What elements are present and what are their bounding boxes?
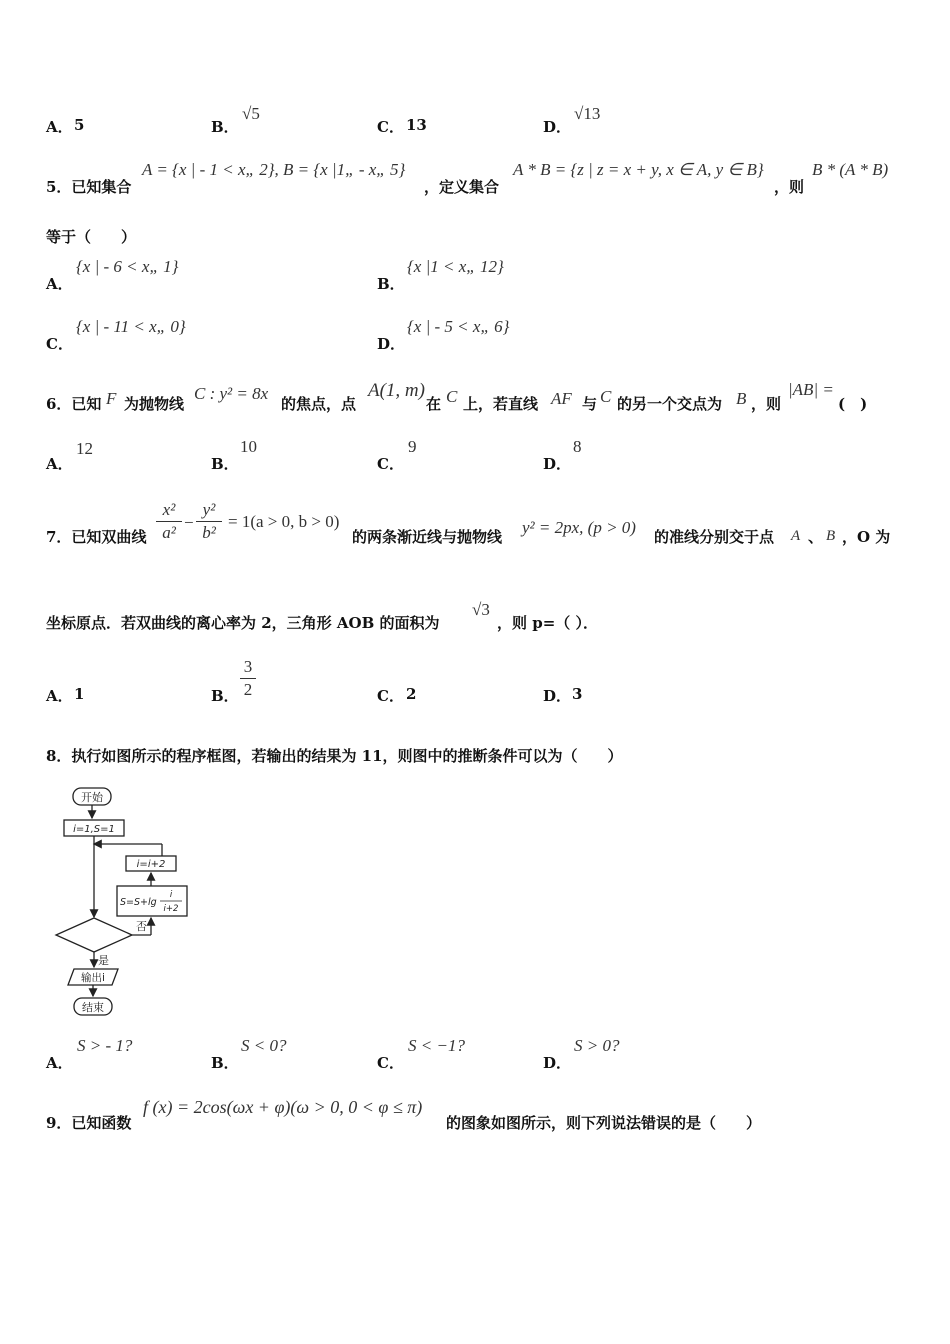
q4-option-c-value: 13 [406, 116, 427, 134]
q8-option-c-label: C． [377, 1054, 404, 1072]
q7-option-c-value: 2 [406, 685, 417, 703]
q5-option-b-label: B． [377, 275, 405, 293]
q7-fraction-y-den: b² [202, 523, 216, 542]
q7-separator: 、 [808, 528, 824, 546]
q6-stem-t2: 的焦点，点 [281, 395, 357, 413]
q6-stem-t3: 在 [426, 395, 442, 413]
q4-option-c-label: C． [377, 118, 404, 136]
q7-option-c-label: C． [377, 687, 404, 705]
q6-point-f: F [106, 389, 117, 408]
q6-option-b-value: 10 [240, 437, 257, 456]
q7-option-b-label: B． [211, 687, 239, 705]
q6-option-d-label: D． [543, 455, 572, 473]
q5-stem-then: ，则 [774, 178, 805, 196]
q7-option-d-value: 3 [572, 685, 583, 703]
q7-point-b: B [826, 528, 836, 544]
flow-output-text: 输出i [81, 972, 105, 984]
q6-curve-c: C [446, 387, 458, 406]
q5-stem-mid: ，定义集合 [424, 178, 500, 196]
flow-update-frac-den: i+2 [163, 904, 179, 914]
q6-option-c-value: 9 [408, 437, 417, 456]
q4-option-b-value: √5 [242, 104, 260, 123]
q7-sqrt3: √3 [472, 600, 490, 619]
q6-option-a-value: 12 [76, 439, 93, 458]
q7-stem-start: 7．已知双曲线 [46, 528, 147, 546]
q7-minus: − [184, 513, 194, 532]
q6-stem-t6: 的另一个交点为 [617, 395, 723, 413]
q7-fraction-y [196, 500, 222, 543]
q6-curve-c-2: C [600, 387, 612, 406]
q7-parabola: y² = 2px, (p > 0) [522, 518, 636, 537]
q7-stem-t2: 的准线分别交于点 [654, 528, 775, 546]
q7-option-a-label: A． [46, 687, 73, 705]
flow-update-frac-num: i [169, 890, 173, 900]
q6-option-b-label: B． [211, 455, 239, 473]
q6-stem-t5: 与 [582, 395, 598, 413]
q6-stem-t1: 为抛物线 [124, 395, 185, 413]
q9-function: f (x) = 2cos(ωx + φ)(ω > 0, 0 < φ ≤ π) [143, 1097, 423, 1117]
flow-start-text: 开始 [81, 791, 103, 804]
q9-stem-rest: 的图象如图所示，则下列说法错误的是（ ） [446, 1114, 762, 1132]
q7-stem-t3: ，O 为 [842, 528, 891, 546]
q5-option-d-value: {x | - 5 < x„ 6} [407, 317, 510, 336]
q6-option-c-label: C． [377, 455, 404, 473]
flow-decision-diamond [56, 918, 132, 952]
q5-option-a-label: A． [46, 275, 73, 293]
q7-fraction-x-num: x² [162, 500, 176, 519]
q7-option-b-fraction [240, 657, 256, 700]
q5-stem-start: 5．已知集合 [46, 178, 132, 196]
q7-fraction-y-num: y² [202, 500, 216, 519]
q6-option-d-value: 8 [573, 437, 582, 456]
q7-option-b-den: 2 [243, 680, 253, 699]
q7-fraction-x [156, 500, 182, 543]
q5-expression: B * (A * B) [812, 160, 889, 179]
q8-option-d-label: D． [543, 1054, 572, 1072]
q4-option-a-value: 5 [74, 116, 85, 134]
q8-option-b-value: S < 0? [241, 1036, 287, 1055]
q6-option-a-label: A． [46, 455, 73, 473]
q8-option-d-value: S > 0? [574, 1036, 620, 1055]
q7-option-a-value: 1 [74, 685, 85, 703]
flow-end-text: 结束 [82, 1001, 104, 1014]
q6-stem-t7: ，则 [751, 395, 782, 413]
flow-init-text: i=1,S=1 [73, 824, 115, 835]
q6-stem-start: 6．已知 [46, 395, 102, 413]
q9-stem-start: 9．已知函数 [46, 1114, 132, 1132]
q4-option-a-label: A． [46, 118, 73, 136]
flow-update-text: S=S+lg [120, 897, 157, 908]
q8-option-c-value: S < −1? [408, 1036, 465, 1055]
q5-option-a-value: {x | - 6 < x„ 1} [76, 257, 179, 276]
q6-stem-t4: 上，若直线 [463, 395, 539, 413]
q8-stem: 8．执行如图所示的程序框图，若输出的结果为 11，则图中的推断条件可以为（ ） [46, 747, 623, 765]
q6-point-b: B [736, 389, 747, 408]
flow-increment-text: i=i+2 [136, 859, 166, 870]
flow-no-label: 否 [136, 920, 147, 933]
q6-abs-ab: |AB| = [788, 380, 834, 399]
flow-yes-label: 是 [98, 954, 109, 967]
q5-option-d-label: D． [377, 335, 406, 353]
q4-option-b-label: B． [211, 118, 239, 136]
q7-option-d-label: D． [543, 687, 572, 705]
q5-option-c-label: C． [46, 335, 73, 353]
q8-option-a-label: A． [46, 1054, 73, 1072]
q5-sets-ab: A = {x | - 1 < x„ 2}, B = {x |1„ - x„ 5} [142, 160, 406, 179]
q8-flowchart [46, 784, 206, 1019]
q6-stem-t8: ( ) [838, 395, 868, 413]
q7-stem-t1: 的两条渐近线与抛物线 [352, 528, 503, 546]
q8-option-a-value: S > - 1? [77, 1036, 133, 1055]
q4-option-d-value: √13 [574, 104, 601, 123]
q7-stem-line2a: 坐标原点．若双曲线的离心率为 2，三角形 AOB 的面积为 [46, 614, 440, 632]
q7-point-a: A [791, 528, 801, 544]
q5-option-b-value: {x |1 < x„ 12} [407, 257, 504, 276]
q5-set-star: A * B = {z | z = x + y, x ∈ A, y ∈ B} [513, 160, 764, 179]
q7-hyperbola-rest: = 1(a > 0, b > 0) [228, 512, 340, 531]
q7-fraction-x-den: a² [162, 523, 176, 542]
q7-stem-line2b: ，则 p=（ ）． [497, 614, 599, 632]
q6-line-af: AF [551, 389, 572, 408]
q5-stem-end: 等于（ ） [46, 228, 137, 246]
q5-option-c-value: {x | - 11 < x„ 0} [76, 317, 186, 336]
q6-parabola: C : y² = 8x [194, 384, 269, 403]
q8-option-b-label: B． [211, 1054, 239, 1072]
q7-option-b-num: 3 [243, 657, 253, 676]
q4-option-d-label: D． [543, 118, 572, 136]
q6-point-a: A(1, m) [368, 380, 425, 401]
